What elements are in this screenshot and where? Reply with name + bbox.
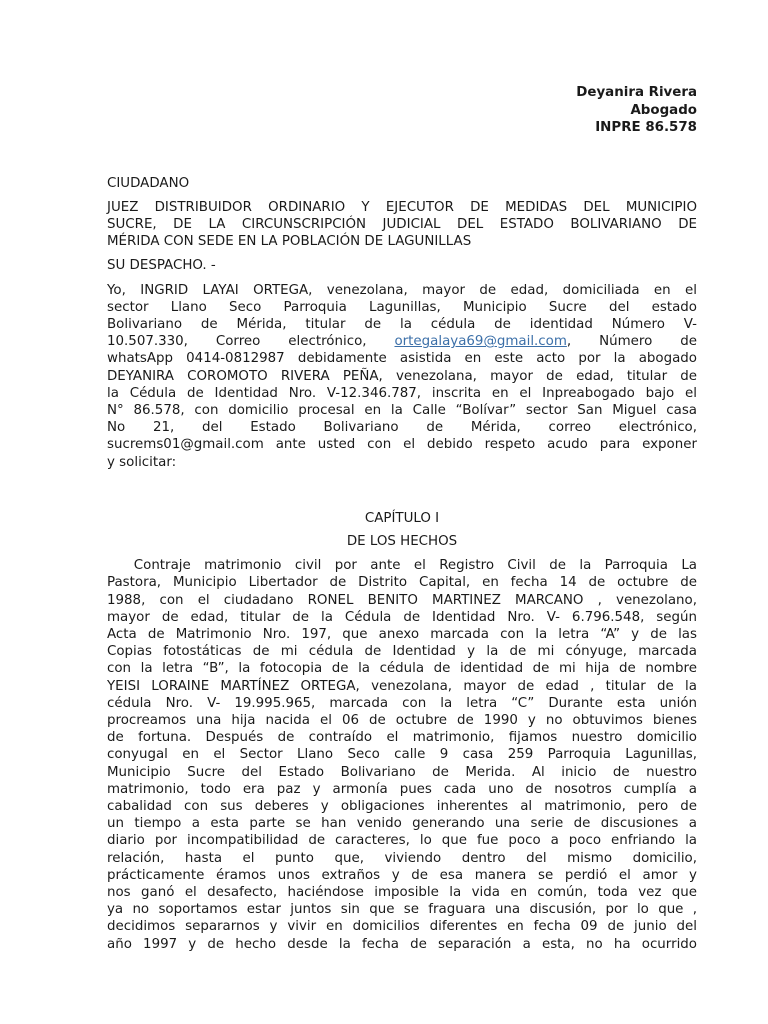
paragraph-line: Bolivariano de Mérida, titular de la cédula de identidad Número V- (107, 316, 697, 332)
paragraph-line: prácticamente éramos unos extraños y de esa manera se perdió el amor y (107, 867, 697, 883)
paragraph-line: No 21, del Estado Bolivariano de Mérida, correo electrónico, (107, 420, 697, 436)
paragraph-line: Copias fotostáticas de mi cédula de Identidad y la de mi cónyuge, marcada (107, 644, 697, 660)
court-line: JUEZ DISTRIBUIDOR ORDINARIO Y EJECUTOR DE MEDIDAS DEL MUNICIPIO (107, 199, 697, 215)
paragraph-line (107, 333, 697, 350)
paragraph-line: relación, hasta el punto que, viviendo dentro del mismo domicilio, (107, 850, 697, 866)
paragraph-line: con la letra “B”, la fotocopia de la cédula de identidad de mi hija de nombre (107, 661, 697, 677)
paragraph-line: nos ganó el desafecto, haciéndose imposible la vida en común, toda vez que (107, 885, 697, 901)
paragraph-line: conyugal en el Sector Llano Seco calle 9 casa 259 Parroquia Lagunillas, (107, 747, 697, 763)
despacho: SU DESPACHO. - (107, 258, 216, 274)
paragraph-line: matrimonio, todo era paz y armonía pues cada uno de nosotros cumplía a (107, 781, 697, 797)
facts-paragraph (107, 557, 697, 953)
paragraph-line: cabalidad con sus deberes y obligaciones inherentes al matrimonio, pero de (107, 799, 697, 814)
paragraph-line: mayor de edad, titular de la Cédula de Identidad Nro. V- 6.796.548, según (107, 609, 697, 625)
paragraph-line: decidimos separarnos y vivir en domicilios diferentes en fecha 09 de junio del (107, 919, 697, 935)
inpre-number: INPRE 86.578 (595, 120, 697, 135)
paragraph-line: y solicitar: (107, 454, 177, 470)
paragraph-line: la Cédula de Identidad Nro. V-12.346.787, inscrita en el Inpreabogado bajo el (107, 385, 697, 401)
chapter-title: CAPÍTULO I (364, 510, 440, 526)
line-text: , Número de (566, 334, 697, 350)
line-text: 10.507.330, Correo electrónico, (107, 334, 395, 350)
paragraph-line: un tiempo a esta parte se han venido generando una serie de discusiones a (107, 816, 697, 832)
email-link[interactable]: ortegalaya69@gmail.com (394, 334, 567, 350)
document-page (107, 84, 697, 953)
attorney-title: Abogado (630, 102, 697, 118)
paragraph-line: N° 86.578, con domicilio procesal en la Calle “Bolívar” sector San Miguel casa (107, 402, 697, 418)
attorney-name: Deyanira Rivera (576, 85, 697, 100)
paragraph-line: Pastora, Municipio Libertador de Distrito Capital, en fecha 14 de octubre de (107, 575, 697, 591)
chapter-subtitle: DE LOS HECHOS (346, 533, 458, 549)
paragraph-line: Acta de Matrimonio Nro. 197, que anexo marcada con la letra “A” y de las (107, 626, 697, 642)
paragraph-line: sector Llano Seco Parroquia Lagunillas, Municipio Sucre del estado (107, 299, 697, 315)
letterhead (107, 84, 697, 137)
court-line: SUCRE, DE LA CIRCUNSCRIPCIÓN JUDICIAL DEL ESTADO BOLIVARIANO DE (107, 216, 697, 232)
paragraph-line: Contraje matrimonio civil por ante el Registro Civil de la Parroquia La (107, 558, 697, 574)
paragraph-line: Municipio Sucre del Estado Bolivariano de Merida. Al inicio de nuestro (107, 764, 697, 780)
paragraph-line: whatsApp 0414-0812987 debidamente asistida en este acto por la abogado (107, 351, 697, 367)
paragraph-line: 1988, con el ciudadano RONEL BENITO MARTINEZ MARCANO , venezolano, (107, 592, 697, 608)
paragraph-line: YEISI LORAINE MARTÍNEZ ORTEGA, venezolana, mayor de edad , titular de la (107, 678, 697, 694)
paragraph-line: sucrems01@gmail.com ante usted con el debido respeto acudo para exponer (107, 437, 697, 453)
court-line: MÉRIDA CON SEDE EN LA POBLACIÓN DE LAGUNILLAS (107, 234, 472, 250)
paragraph-line: Yo, INGRID LAYAI ORTEGA, venezolana, mayor de edad, domiciliada en el (107, 282, 697, 298)
paragraph-line: cédula Nro. V- 19.995.965, marcada con la letra “C” Durante esta unión (107, 695, 697, 711)
intro-paragraph (107, 282, 697, 471)
paragraph-line: DEYANIRA COROMOTO RIVERA PEÑA, venezolana, mayor de edad, titular de (107, 368, 697, 384)
paragraph-line: ya no soportamos estar juntos sin que se fraguara una discusión, por lo que , (107, 902, 697, 918)
paragraph-line: de fortuna. Después de contraído el matrimonio, fijamos nuestro domicilio (107, 730, 697, 746)
paragraph-line: año 1997 y de hecho desde la fecha de separación a esta, no ha ocurrido (107, 936, 697, 952)
paragraph-line: procreamos una hija nacida el 06 de octubre de 1990 y no obtuvimos bienes (107, 712, 697, 728)
paragraph-line: diario por incompatibilidad de caracteres, lo que fue poco a poco enfriando la (107, 833, 697, 849)
court-name (107, 199, 697, 251)
salutation: CIUDADANO (107, 175, 190, 191)
